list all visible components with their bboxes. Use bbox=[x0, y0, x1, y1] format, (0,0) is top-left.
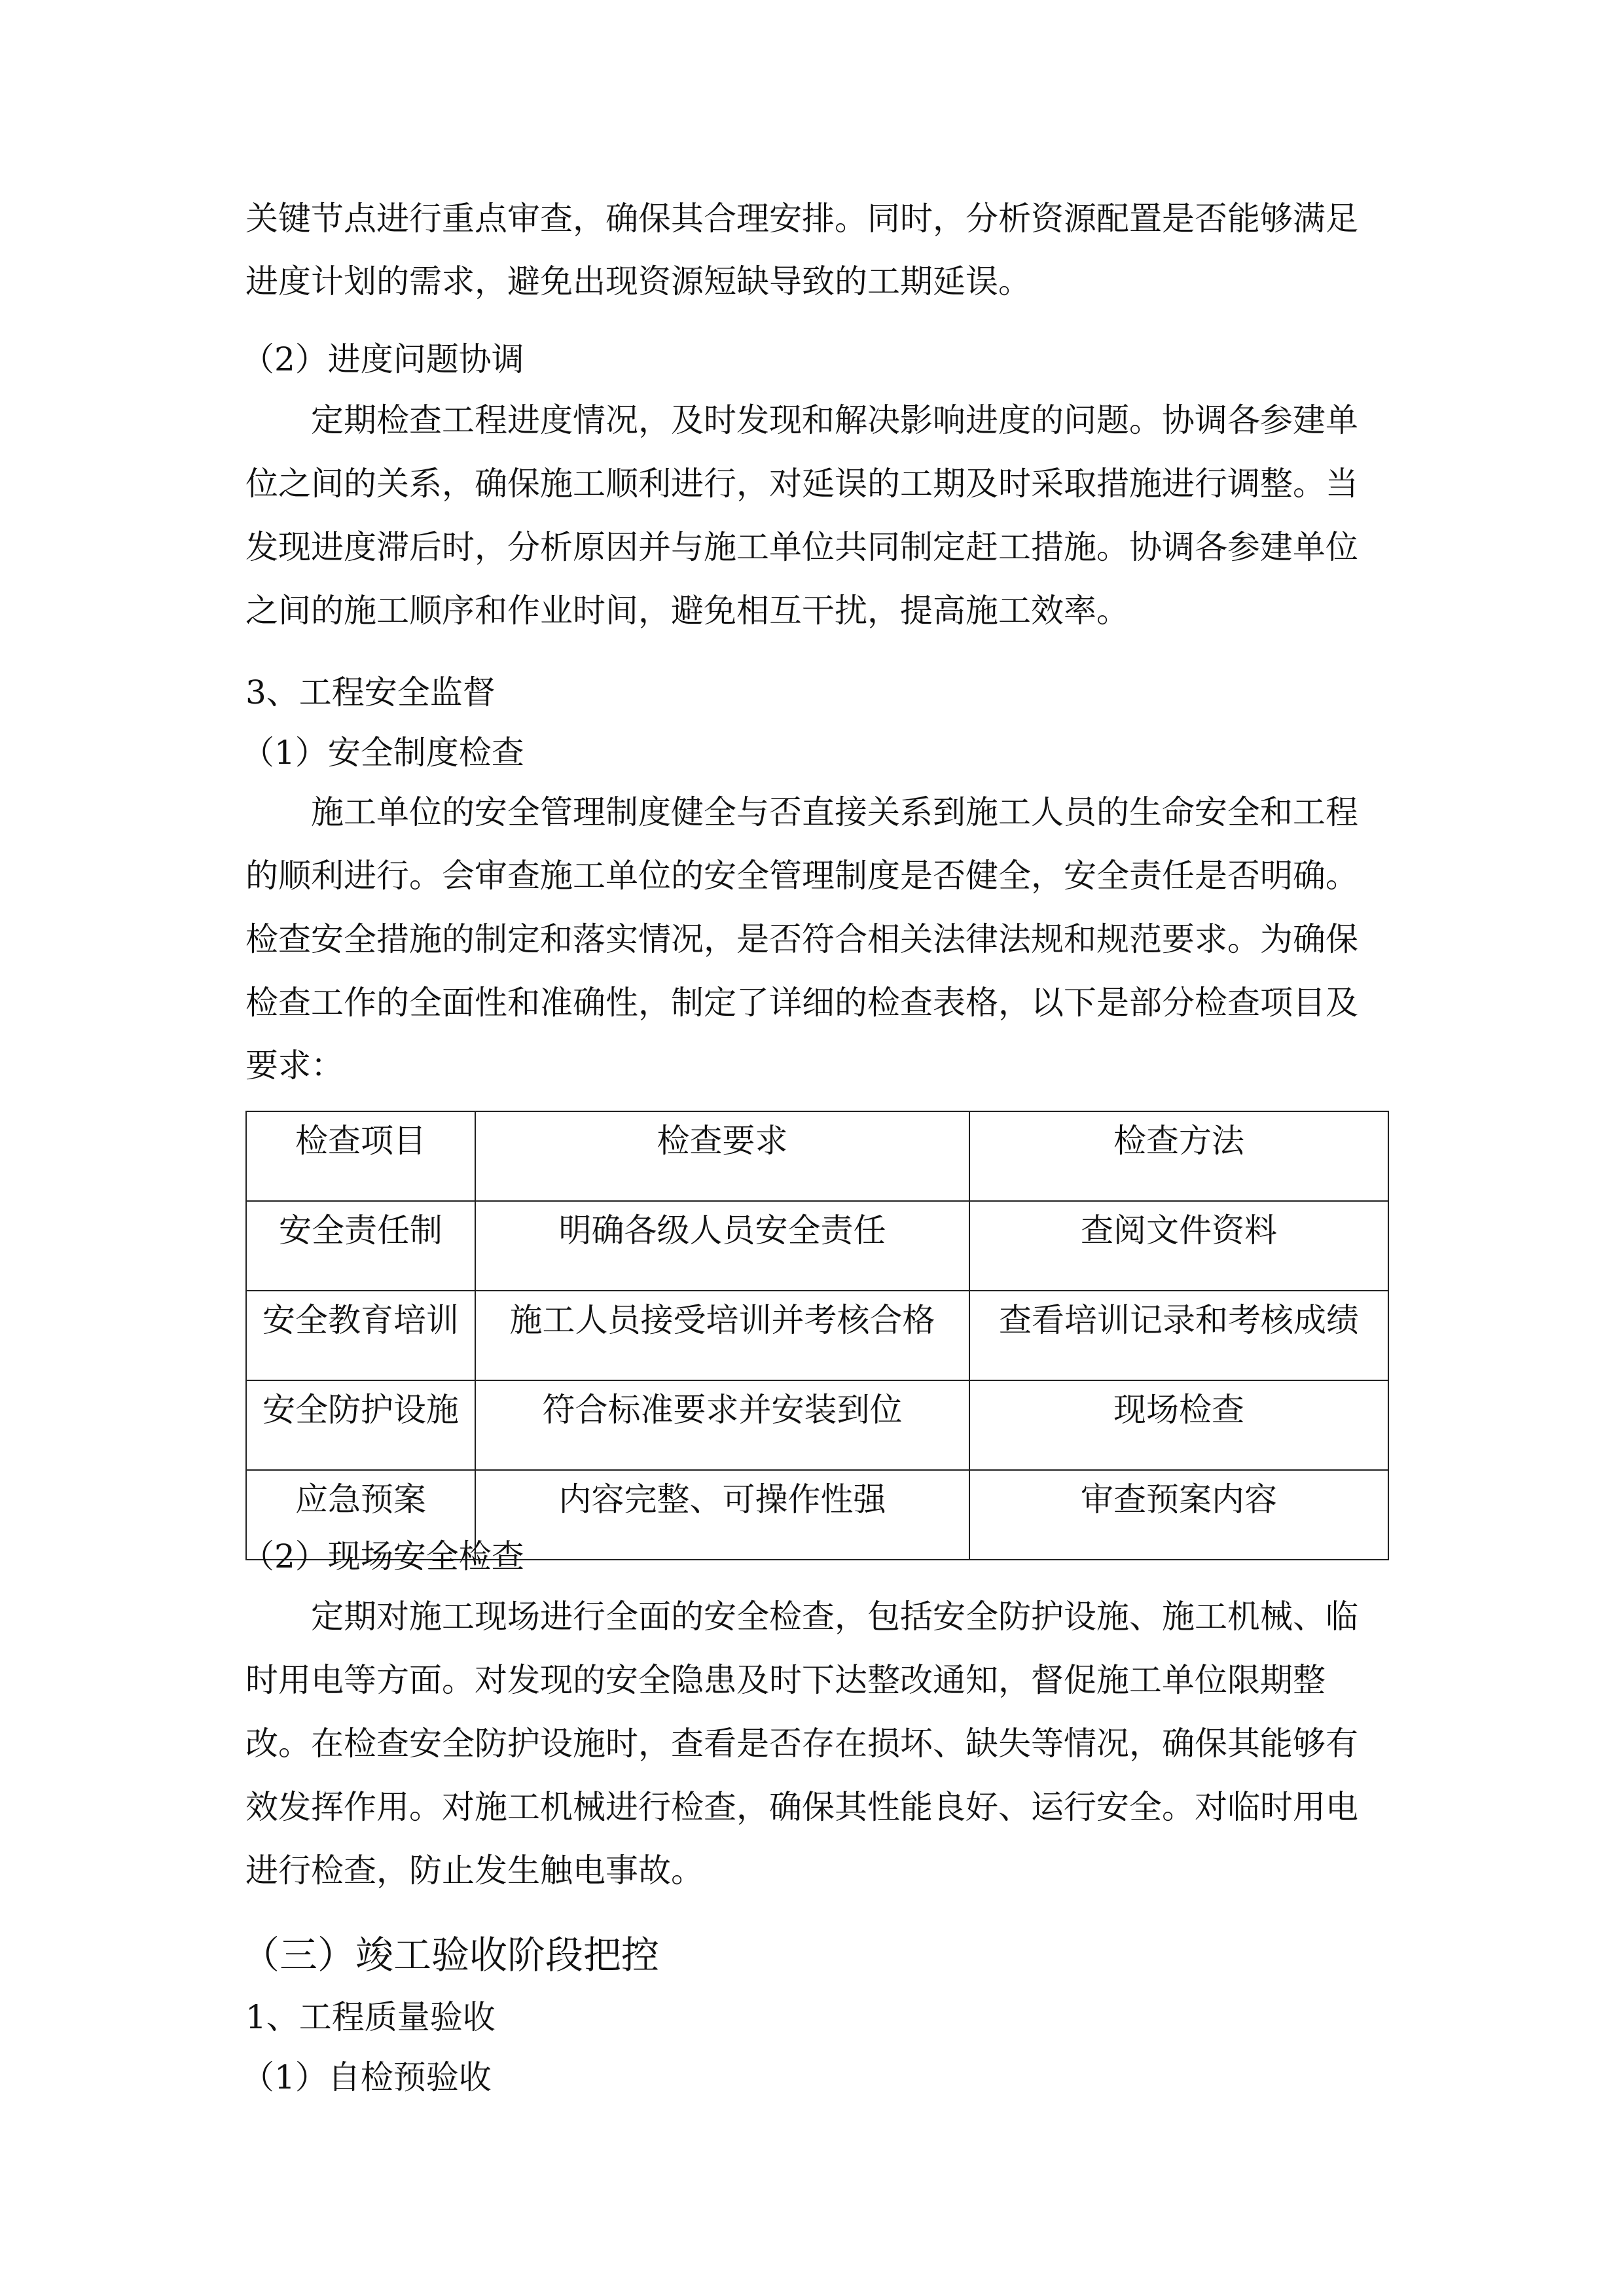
site-safety-heading: （2）现场安全检查 bbox=[242, 1537, 524, 1575]
table-row bbox=[246, 1201, 1388, 1291]
paragraph-line: 之间的施工顺序和作业时间，避免相互干扰，提高施工效率。 bbox=[245, 592, 1129, 630]
paragraph-line: 改。在检查安全防护设施时，查看是否存在损坏、缺失等情况，确保其能够有 bbox=[245, 1725, 1358, 1763]
table-header-row bbox=[246, 1111, 1388, 1201]
paragraph-line: 要求： bbox=[245, 1047, 344, 1085]
paragraph-line: 的顺利进行。会审查施工单位的安全管理制度是否健全，安全责任是否明确。 bbox=[245, 857, 1358, 895]
table-cell: 现场检查 bbox=[969, 1380, 1388, 1470]
paragraph-line: 检查安全措施的制定和落实情况，是否符合相关法律法规和规范要求。为确保 bbox=[245, 920, 1358, 958]
table-row bbox=[246, 1291, 1388, 1380]
completion-section-title: （三）竣工验收阶段把控 bbox=[242, 1933, 660, 1977]
safety-check-table bbox=[245, 1111, 1389, 1560]
table-header-cell: 检查项目 bbox=[246, 1111, 475, 1201]
paragraph-line: 位之间的关系，确保施工顺利进行，对延误的工期及时采取措施进行调整。当 bbox=[245, 465, 1358, 503]
table-cell: 施工人员接受培训并考核合格 bbox=[475, 1291, 969, 1380]
table-cell: 安全防护设施 bbox=[246, 1380, 475, 1470]
progress-coordination-heading: （2）进度问题协调 bbox=[242, 340, 524, 378]
table-cell: 查看培训记录和考核成绩 bbox=[969, 1291, 1388, 1380]
table-header-cell: 检查方法 bbox=[969, 1111, 1388, 1201]
safety-heading: 3、工程安全监督 bbox=[245, 673, 496, 711]
table-row bbox=[246, 1380, 1388, 1470]
safety-system-heading: （1）安全制度检查 bbox=[242, 734, 524, 772]
table-cell: 安全教育培训 bbox=[246, 1291, 475, 1380]
self-inspection-heading: （1）自检预验收 bbox=[242, 2058, 492, 2096]
table-cell: 明确各级人员安全责任 bbox=[475, 1201, 969, 1291]
table-cell: 应急预案 bbox=[246, 1470, 475, 1560]
paragraph-line: 发现进度滞后时，分析原因并与施工单位共同制定赶工措施。协调各参建单位 bbox=[245, 528, 1358, 566]
paragraph-line: 效发挥作用。对施工机械进行检查，确保其性能良好、运行安全。对临时用电 bbox=[245, 1788, 1358, 1826]
paragraph-line: 关键节点进行重点审查，确保其合理安排。同时，分析资源配置是否能够满足 bbox=[245, 200, 1358, 238]
table-cell: 安全责任制 bbox=[246, 1201, 475, 1291]
paragraph-line: 时用电等方面。对发现的安全隐患及时下达整改通知，督促施工单位限期整 bbox=[245, 1661, 1326, 1699]
paragraph-line: 检查工作的全面性和准确性，制定了详细的检查表格，以下是部分检查项目及 bbox=[245, 984, 1358, 1022]
table-cell: 查阅文件资料 bbox=[969, 1201, 1388, 1291]
quality-acceptance-heading: 1、工程质量验收 bbox=[245, 1998, 496, 2036]
paragraph-line: 定期对施工现场进行全面的安全检查，包括安全防护设施、施工机械、临 bbox=[311, 1598, 1358, 1636]
paragraph-line: 定期检查工程进度情况，及时发现和解决影响进度的问题。协调各参建单 bbox=[311, 401, 1358, 439]
paragraph-line: 进度计划的需求，避免出现资源短缺导致的工期延误。 bbox=[245, 262, 1031, 300]
table-cell: 符合标准要求并安装到位 bbox=[475, 1380, 969, 1470]
paragraph-line: 施工单位的安全管理制度健全与否直接关系到施工人员的生命安全和工程 bbox=[311, 793, 1358, 831]
table-cell: 内容完整、可操作性强 bbox=[475, 1470, 969, 1560]
paragraph-line: 进行检查，防止发生触电事故。 bbox=[245, 1852, 704, 1890]
table-cell: 审查预案内容 bbox=[969, 1470, 1388, 1560]
table-header-cell: 检查要求 bbox=[475, 1111, 969, 1201]
